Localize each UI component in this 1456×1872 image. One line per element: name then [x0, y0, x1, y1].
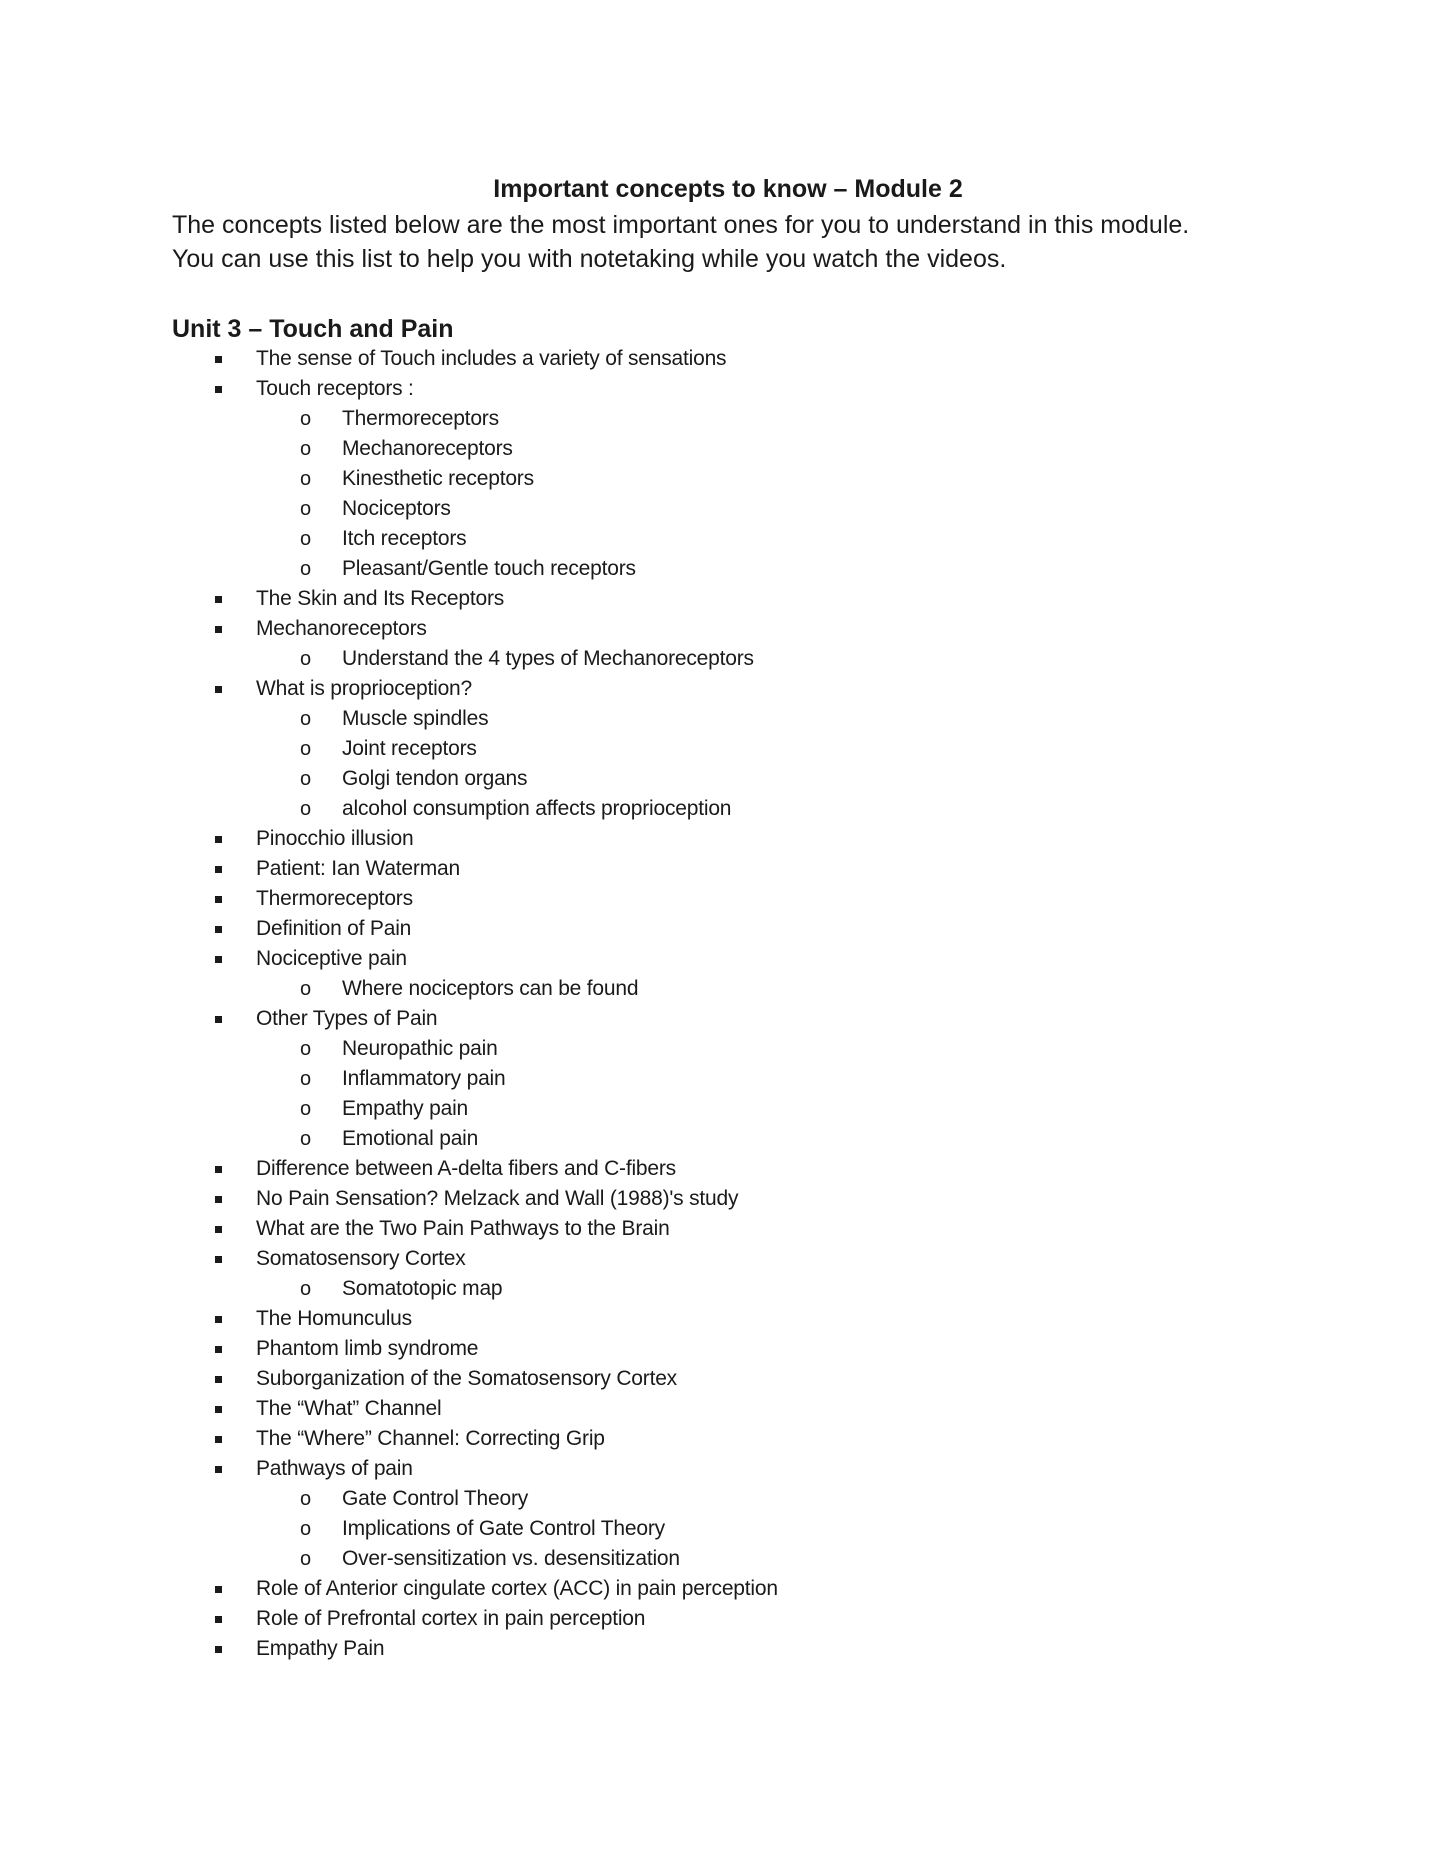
list-item-text: Golgi tendon organs — [342, 767, 528, 790]
sub-list-item — [0, 554, 1456, 584]
list-item-text: Where nociceptors can be found — [342, 977, 639, 1000]
circle-bullet-icon: o — [300, 408, 311, 430]
list-item-text: What are the Two Pain Pathways to the Brain — [256, 1217, 670, 1240]
square-bullet-icon — [215, 1316, 222, 1323]
circle-bullet-icon: o — [300, 1488, 311, 1510]
square-bullet-icon — [215, 596, 222, 603]
list-item-text: Empathy Pain — [256, 1637, 385, 1660]
list-item — [0, 374, 1456, 404]
list-item-text: Inflammatory pain — [342, 1067, 506, 1090]
sub-list-item — [0, 734, 1456, 764]
square-bullet-icon — [215, 1256, 222, 1263]
sub-list-item — [0, 644, 1456, 674]
list-item — [0, 1424, 1456, 1454]
list-item — [0, 1214, 1456, 1244]
list-item-text: Thermoreceptors — [342, 407, 499, 430]
sub-list-item — [0, 1124, 1456, 1154]
list-item-text: alcohol consumption affects proprioception — [342, 797, 732, 820]
circle-bullet-icon: o — [300, 528, 311, 550]
circle-bullet-icon: o — [300, 498, 311, 520]
square-bullet-icon — [215, 896, 222, 903]
list-item-text: Touch receptors : — [256, 377, 414, 400]
circle-bullet-icon: o — [300, 648, 311, 670]
unit-heading: Unit 3 – Touch and Pain — [172, 315, 454, 343]
list-item-text: Muscle spindles — [342, 707, 489, 730]
list-item-text: Phantom limb syndrome — [256, 1337, 479, 1360]
list-item — [0, 1574, 1456, 1604]
square-bullet-icon — [215, 1226, 222, 1233]
list-item-text: Over-sensitization vs. desensitization — [342, 1547, 680, 1570]
square-bullet-icon — [215, 836, 222, 843]
list-item-text: Nociceptors — [342, 497, 451, 520]
sub-list-item — [0, 1484, 1456, 1514]
list-item — [0, 884, 1456, 914]
sub-list-item — [0, 524, 1456, 554]
circle-bullet-icon: o — [300, 1278, 311, 1300]
intro-line: You can use this list to help you with notetaking while you watch the videos. — [172, 245, 1007, 273]
sub-list-item — [0, 1514, 1456, 1544]
sub-list-item — [0, 974, 1456, 1004]
circle-bullet-icon: o — [300, 1518, 311, 1540]
square-bullet-icon — [215, 626, 222, 633]
list-item-text: Neuropathic pain — [342, 1037, 498, 1060]
list-item-text: The “What” Channel — [256, 1397, 442, 1420]
list-item — [0, 1244, 1456, 1274]
list-item — [0, 1634, 1456, 1664]
list-item-text: Itch receptors — [342, 527, 467, 550]
list-item-text: Understand the 4 types of Mechanoreceptors — [342, 647, 754, 670]
sub-list-item — [0, 1094, 1456, 1124]
sub-list-item — [0, 1034, 1456, 1064]
square-bullet-icon — [215, 1376, 222, 1383]
list-item-text: The Homunculus — [256, 1307, 412, 1330]
list-item — [0, 1184, 1456, 1214]
list-item-text: Thermoreceptors — [256, 887, 413, 910]
square-bullet-icon — [215, 1616, 222, 1623]
circle-bullet-icon: o — [300, 1548, 311, 1570]
sub-list-item — [0, 494, 1456, 524]
list-item — [0, 914, 1456, 944]
circle-bullet-icon: o — [300, 978, 311, 1000]
intro-line: The concepts listed below are the most important ones for you to understand in this module. — [172, 211, 1190, 239]
list-item-text: Mechanoreceptors — [256, 617, 427, 640]
square-bullet-icon — [215, 1166, 222, 1173]
list-item-text: Somatotopic map — [342, 1277, 503, 1300]
list-item-text: Role of Prefrontal cortex in pain perception — [256, 1607, 646, 1630]
circle-bullet-icon: o — [300, 558, 311, 580]
square-bullet-icon — [215, 1646, 222, 1653]
square-bullet-icon — [215, 386, 222, 393]
list-item — [0, 944, 1456, 974]
square-bullet-icon — [215, 926, 222, 933]
list-item-text: Gate Control Theory — [342, 1487, 529, 1510]
circle-bullet-icon: o — [300, 438, 311, 460]
sub-list-item — [0, 434, 1456, 464]
list-item — [0, 584, 1456, 614]
list-item-text: Emotional pain — [342, 1127, 479, 1150]
circle-bullet-icon: o — [300, 468, 311, 490]
square-bullet-icon — [215, 1436, 222, 1443]
list-item-text: Pinocchio illusion — [256, 827, 414, 850]
list-item-text: Definition of Pain — [256, 917, 412, 940]
square-bullet-icon — [215, 1466, 222, 1473]
square-bullet-icon — [215, 1196, 222, 1203]
square-bullet-icon — [215, 1016, 222, 1023]
list-item — [0, 854, 1456, 884]
circle-bullet-icon: o — [300, 708, 311, 730]
list-item-text: Kinesthetic receptors — [342, 467, 534, 490]
list-item-text: Suborganization of the Somatosensory Cortex — [256, 1367, 677, 1390]
square-bullet-icon — [215, 1406, 222, 1413]
list-item — [0, 1604, 1456, 1634]
circle-bullet-icon: o — [300, 738, 311, 760]
square-bullet-icon — [215, 356, 222, 363]
list-item — [0, 1454, 1456, 1484]
list-item-text: Mechanoreceptors — [342, 437, 513, 460]
list-item-text: Somatosensory Cortex — [256, 1247, 466, 1270]
list-item-text: Patient: Ian Waterman — [256, 857, 460, 880]
sub-list-item — [0, 1064, 1456, 1094]
list-item-text: Joint receptors — [342, 737, 477, 760]
list-item-text: The “Where” Channel: Correcting Grip — [256, 1427, 605, 1450]
list-item-text: No Pain Sensation? Melzack and Wall (1988)'s study — [256, 1187, 739, 1210]
sub-list-item — [0, 764, 1456, 794]
sub-list-item — [0, 1274, 1456, 1304]
circle-bullet-icon: o — [300, 768, 311, 790]
list-item-text: The Skin and Its Receptors — [256, 587, 505, 610]
list-item-text: Empathy pain — [342, 1097, 469, 1120]
list-item — [0, 824, 1456, 854]
list-item-text: Role of Anterior cingulate cortex (ACC) in pain perception — [256, 1577, 778, 1600]
list-item-text: Nociceptive pain — [256, 947, 407, 970]
sub-list-item — [0, 1544, 1456, 1574]
sub-list-item — [0, 464, 1456, 494]
list-item — [0, 1154, 1456, 1184]
list-item-text: Pathways of pain — [256, 1457, 413, 1480]
circle-bullet-icon: o — [300, 1128, 311, 1150]
sub-list-item — [0, 794, 1456, 824]
list-item-text: What is proprioception? — [256, 677, 473, 700]
document-title: Important concepts to know – Module 2 — [493, 175, 963, 203]
list-item-text: Implications of Gate Control Theory — [342, 1517, 665, 1540]
square-bullet-icon — [215, 686, 222, 693]
square-bullet-icon — [215, 956, 222, 963]
list-item-text: Difference between A-delta fibers and C-fibers — [256, 1157, 676, 1180]
list-item — [0, 1394, 1456, 1424]
list-item — [0, 1304, 1456, 1334]
intro-paragraph — [172, 208, 1322, 276]
list-item-text: Pleasant/Gentle touch receptors — [342, 557, 636, 580]
list-item — [0, 1334, 1456, 1364]
square-bullet-icon — [215, 1346, 222, 1353]
circle-bullet-icon: o — [300, 798, 311, 820]
square-bullet-icon — [215, 866, 222, 873]
circle-bullet-icon: o — [300, 1098, 311, 1120]
list-item — [0, 1364, 1456, 1394]
list-item — [0, 1004, 1456, 1034]
concept-list — [0, 344, 1456, 1664]
list-item-text: Other Types of Pain — [256, 1007, 438, 1030]
circle-bullet-icon: o — [300, 1068, 311, 1090]
square-bullet-icon — [215, 1586, 222, 1593]
list-item — [0, 674, 1456, 704]
list-item — [0, 614, 1456, 644]
list-item — [0, 344, 1456, 374]
list-item-text: The sense of Touch includes a variety of sensations — [256, 347, 727, 370]
sub-list-item — [0, 404, 1456, 434]
circle-bullet-icon: o — [300, 1038, 311, 1060]
sub-list-item — [0, 704, 1456, 734]
